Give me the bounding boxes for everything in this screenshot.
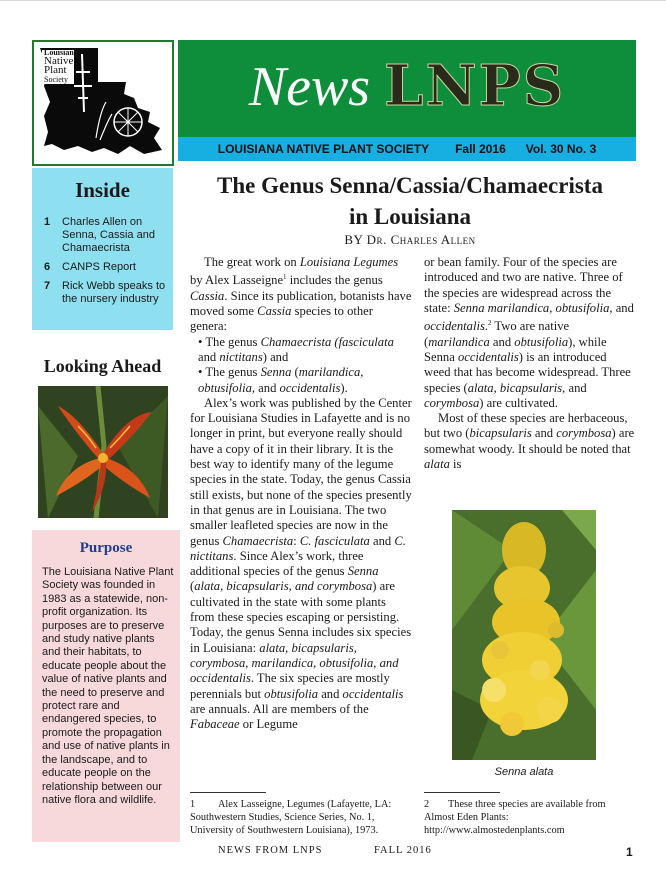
logo-line: Plant bbox=[44, 64, 67, 76]
footnote-1 bbox=[190, 798, 412, 837]
inside-box bbox=[32, 168, 173, 330]
article-column-2 bbox=[424, 255, 636, 472]
footnote-rule bbox=[424, 792, 500, 793]
purpose-box bbox=[32, 530, 180, 842]
logo-line: Louisiana bbox=[44, 48, 78, 57]
toc-text: CANPS Report bbox=[62, 261, 136, 273]
footer-newsletter: NEWS FROM LNPS bbox=[218, 845, 323, 856]
byline-by: BY bbox=[344, 232, 367, 247]
byline-author: Dr. Charles Allen bbox=[366, 232, 476, 247]
senna-alata-photo bbox=[452, 510, 596, 760]
footnote-text: Alex Lasseigne, Legumes (Lafayette, LA: Southwestern Studies, Science Series, No. 1, University of Southwestern Louisiana), 1973. bbox=[190, 799, 392, 836]
logo-text bbox=[44, 48, 78, 84]
footnote-number: 2 bbox=[424, 799, 430, 810]
toc-item[interactable] bbox=[44, 280, 170, 306]
newsletter-title bbox=[178, 46, 636, 127]
toc-text: Rick Webb speaks to the nursery industry bbox=[62, 280, 166, 305]
article-column-1 bbox=[190, 255, 413, 732]
toc-page: 7 bbox=[44, 280, 51, 292]
issue-volume: Vol. 30 No. 3 bbox=[525, 142, 597, 156]
paragraph: Alex’s work was published by the Center for Louisiana Studies in Lafayette and is no longer in print, but everyone really should have a copy of it in their library. It is the best way to identify many of the legume species in the state. Today, the genus Cassia still exists, but none of the species presently in that genus are in Louisiana. The two smaller leafleted species are now in the genus Chamaecrista: C. fasciculata and C. nictitans. Since Alex’s work, three additional species of the genus Senna (alata, bicapsularis, and corymbosa) are cultivated in the state with some plants from these species escaping or persisting. Today, the genus Senna includes six species in Louisiana: alata, bicapsularis, corymbosa, marilandica, obtusifolia, and occidentalis. The six species are mostly perennials but obtusifolia and occidentalis are annuals. All are members of the Fabaceae or Legume bbox=[190, 395, 412, 732]
org-name: LOUISIANA NATIVE PLANT SOCIETY bbox=[217, 142, 430, 156]
flower-photo bbox=[38, 386, 168, 518]
inside-title: Inside bbox=[75, 178, 130, 202]
footnote-rule bbox=[190, 792, 266, 793]
footnote-number: 1 bbox=[190, 799, 196, 810]
photo-caption: Senna alata bbox=[494, 766, 554, 778]
purpose-text: The Louisiana Native Plant Society was founded in 1983 as a statewide, non-profit organization. Its purposes are to preserve and study native plants and their habitats, to educate people about the value of native plants and the need to preserve and protect rare and endangered species, to promote the propagation and use of native plants in the landscape, and to educate people on the relationship between our native flora and wildlife. bbox=[42, 566, 174, 806]
footnote-2 bbox=[424, 798, 636, 837]
bullet-item: • The genus Senna (marilandica, obtusifolia, and occidentalis). bbox=[198, 365, 364, 395]
page-number: 1 bbox=[626, 845, 633, 859]
purpose-title: Purpose bbox=[79, 540, 133, 556]
toc-page: 1 bbox=[44, 216, 51, 228]
masthead-subbar bbox=[178, 137, 636, 161]
title-news: News bbox=[248, 56, 371, 118]
logo-line: Society bbox=[44, 75, 68, 84]
footnote-text: These three species are available from Almost Eden Plants: http://www.almostedenplants.com bbox=[424, 799, 606, 836]
footer-season: FALL 2016 bbox=[374, 845, 432, 856]
title-lnps: LNPS bbox=[384, 53, 566, 119]
orange-flower-image-icon bbox=[38, 386, 168, 518]
issue-season: Fall 2016 bbox=[455, 142, 506, 156]
paragraph: or bean family. Four of the species are introduced and two are native. Three of the species are widespread across the state: Senna marilandica, obtusifolia, and occidentalis.$^2$ Two are native (marilandica and obtusifolia), while Senna occidentalis) is an introduced weed that has become widespread. Three species (alata, bicapsularis, and corymbosa) are cultivated. bbox=[424, 255, 634, 410]
looking-ahead-title: Looking Ahead bbox=[43, 356, 162, 376]
toc-item[interactable] bbox=[44, 216, 170, 255]
toc-item[interactable] bbox=[44, 261, 170, 274]
masthead bbox=[178, 40, 636, 137]
article-title bbox=[186, 170, 634, 232]
logo-line: Native bbox=[44, 55, 74, 67]
article-title-line: The Genus Senna/Cassia/Chamaecrista bbox=[217, 173, 603, 198]
toc-page: 6 bbox=[44, 261, 51, 273]
yellow-flower-spike-image-icon bbox=[452, 510, 596, 760]
bullet-item: • The genus Chamaecrista (fasciculata and nictitans) and bbox=[198, 334, 394, 364]
lnps-logo bbox=[32, 40, 174, 166]
paragraph: Most of these species are herbaceous, but two (bicapsularis and corymbosa) are somewhat woody. It should be noted that alata is bbox=[424, 411, 635, 472]
paragraph: The great work on Louisiana Legumes by Alex Lasseigne$^1$ includes the genus Cassia. Since its publication, botanists have moved some Cassia species to other genera: bbox=[190, 255, 412, 334]
byline bbox=[186, 232, 634, 248]
toc-text: Charles Allen on Senna, Cassia and Chamaecrista bbox=[62, 216, 155, 254]
top-rule bbox=[0, 0, 666, 1]
article-title-line: in Louisiana bbox=[348, 204, 472, 229]
